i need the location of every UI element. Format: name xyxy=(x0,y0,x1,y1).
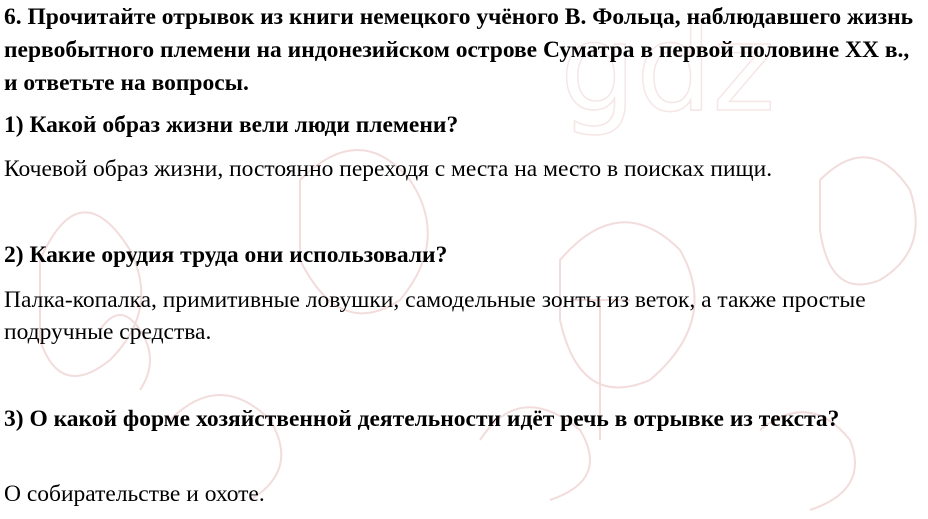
question-2: 2) Какие орудия труда они использовали? xyxy=(4,242,448,268)
answer-3: О собирательстве и охоте. xyxy=(4,481,265,507)
answer-1: Кочевой образ жизни, постоянно переходя с места на место в поисках пищи. xyxy=(4,156,773,182)
answer-2: Палка-копалка, примитивные ловушки, самодельные зонты из веток, а также простые подручные средства. xyxy=(4,287,866,345)
question-3: 3) О какой форме хозяйственной деятельности идёт речь в отрывке из текста? xyxy=(4,406,840,432)
watermark-text: gdz xyxy=(560,0,776,139)
question-1: 1) Какой образ жизни вели люди племени? xyxy=(4,112,459,138)
document xyxy=(4,0,924,507)
task-statement: 6. Прочитайте отрывок из книги немецкого учёного В. Фольца, наблюдавшего жизнь первобытного племени на индонезийском острове Суматра в первой половине XX в., и ответьте на вопросы. xyxy=(4,4,914,96)
